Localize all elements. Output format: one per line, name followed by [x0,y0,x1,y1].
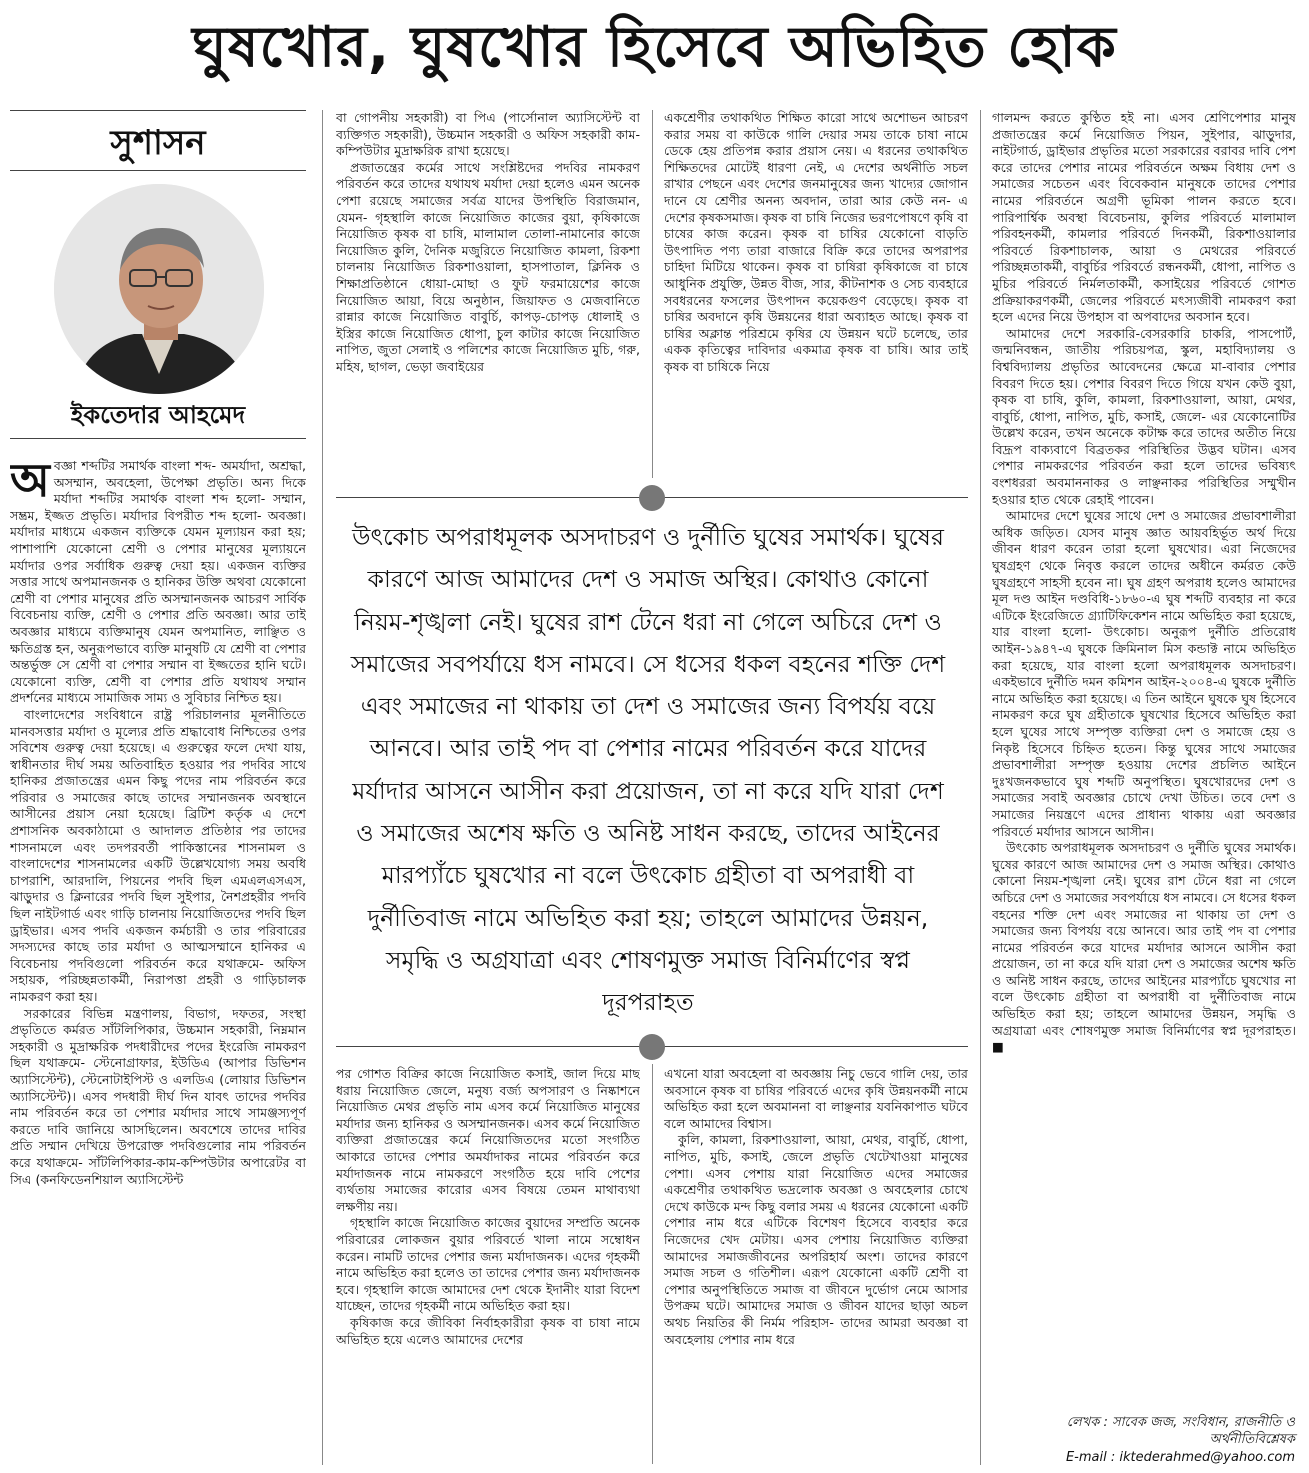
writer-email[interactable]: E-mail : iktederahmed@yahoo.com [1065,1450,1295,1465]
writer-credit: লেখক : সাবেক জজ, সংবিধান, রাজনীতি ও অর্থনীতিবিশ্লেষক [1066,1415,1295,1447]
pullquote: উৎকোচ অপরাধমূলক অসদাচরণ ও দুর্নীতি ঘুষের সমার্থক। ঘুষের কারণে আজ আমাদের দেশ ও সমাজ অস্থির। কোথাও কোনো নিয়ম-শৃঙ্খলা নেই। ঘুষের রাশ টেনে ধরা না গেলে অচিরে দেশ ও সমাজের সবপর্যায়ে ধস নামবে। সে ধসের ধকল বহনের শক্তি দেশ এবং সমাজের না থাকায় তা দেশ ও সমাজের জন্য বিপর্যয় বয়ে আনবে। আর তাই পদ বা পেশার নামের পরিবর্তন করে যাদের মর্যাদার আসনে আসীন করা প্রয়োজন, তা না করে যদি যারা দেশ ও সমাজের অশেষ ক্ষতি ও অনিষ্ট সাধন করছে, তাদের আইনের মারপ্যাঁচে ঘুষখোর না বলে উৎকোচ গ্রহীতা বা অপরাধী বা দুর্নীতিবাজ নামে অভিহিত করা হয়; তাহলে আমাদের উন্নয়ন, সমৃদ্ধি ও অগ্রযাত্রা এবং শোষণমুক্ত সমাজ বিনির্মাণের স্বপ্ন দূরপরাহত [350,523,946,1017]
author-portrait-icon [54,184,264,394]
column-2-bottom [336,1066,640,1466]
col3-bottom-paragraph-2: কুলি, কামলা, রিকশাওয়ালা, আয়া, মেথর, বাবুর্চি, ধোপা, নাপিত, মুচি, কসাই, জেলে প্রভৃতি খেটেখাওয়া মানুষের পেশা। এসব পেশায় যারা নিয়োজিত এদের সমাজের একশ্রেণীর তথাকথিত ভদ্রলোক অবজ্ঞা ও অবহেলার চোখে দেখে কাউকে মন্দ কিছু বলার সময় এ ধরনের যেকোনো একটি পেশার নাম ধরে এটিকে বিশেষণ হিসেবে ব্যবহার করে নিজেদের খেদ মেটায়। এসব পেশায় নিয়োজিত ব্যক্তিরা আমাদের সমাজজীবনের অপরিহার্য অংশ। তাদের কারণে সমাজ সচল ও গতিশীল। এরূপ যেকোনো একটি শ্রেণী বা পেশার অনুপস্থিতিতে সমাজ বা জীবনে দুর্ভোগ নেমে আসার উপক্রম ঘটে। আমাদের সমাজ ও জীবন যাদের ছাড়া অচল অথচ নিয়তির কী নির্মম পরিহাস- তাদের আমরা অবজ্ঞা বা অবহেলায় পেশার নাম ধরে [664,1132,968,1347]
column-4 [992,110,1296,1410]
col4-paragraph-2: আমাদের দেশে সরকারি-বেসরকারি চাকরি, পাসপোর্ট, জন্মনিবন্ধন, জাতীয় পরিচয়পত্র, স্কুল, মহাবিদ্যালয় ও বিশ্ববিদ্যালয় প্রভৃতির আবেদনের ক্ষেত্রে মা-বাবার পেশার বিবরণ দিতে হয়। পেশার বিবরণ দিতে গিয়ে যখন কেউ বুয়া, কৃষক বা চাষি, কুলি, কামলা, রিকশাওয়ালা, আয়া, মেথর, বাবুর্চি, ধোপা, নাপিত, মুচি, কসাই, জেলে- এর যেকোনোটির উল্লেখ করেন, তখন অনেকে কটাক্ষ করে তাদের অতীত নিয়ে বিদ্রূপ বাক্যবাণে বিব্রতকর পরিস্থিতির উদ্ভব ঘটান। এসব পেশার নামকরণের পরিবর্তন করা হলে তাদের ভবিষ্যৎ বংশধররা অবমাননাকর ও লাঞ্ছনাকর পরিস্থিতির সম্মুখীন হওয়ার হাত থেকে রেহাই পাবেন। [992,325,1296,507]
pullquote-bottom-dot [639,1034,665,1060]
column-divider-1 [322,110,323,1465]
author-name: ইকতেদার আহমেদ [70,401,246,429]
dropcap: অ [10,458,50,507]
section-bottom-rule [10,170,306,171]
column-divider-2-top [652,110,653,478]
col2-bottom-paragraph-2: গৃহস্থালি কাজে নিয়োজিত কাজের বুয়াদের সম্প্রতি অনেক পরিবারের লোকজন বুয়ার পরিবর্তে খালা নামে সম্বোধন করেন। নামটি তাদের পেশার জন্য মর্যাদাজনক। এদের গৃহকর্মী নামে অভিহিত করা হলেও তা তাদের পেশার জন্য মর্যাদাজনক হবে। গৃহস্থালি কাজে আমাদের দেশ থেকে ইদানীং যারা বিদেশ যাচ্ছেন, তাদের গৃহকর্মী নামে অভিহিত করা হয়। [336,1215,640,1314]
author-bottom-rule [10,438,306,439]
author-portrait [54,184,264,394]
col2-top-paragraph-1: বা গোপনীয় সহকারী) বা পিএ (পার্সোনাল অ্যাসিস্টেন্ট বা ব্যক্তিগত সহকারী), উচ্চমান সহকারী ও অফিস সহকারী কাম-কম্পিউটার মুদ্রাক্ষরিক রাখা হয়েছে। [336,110,640,159]
col3-top-paragraph-1: একশ্রেণীর তথাকথিত শিক্ষিত কারো সাথে অশোভন আচরণ করার সময় বা কাউকে গালি দেয়ার সময় তাকে চাষা নামে ডেকে হেয় প্রতিপন্ন করার প্রয়াস নেয়। এ ধরনের তথাকথিত শিক্ষিতদের মোটেই ধারণা নেই, এ দেশের অর্থনীতি সচল রাখার পেছনে এবং দেশের জনমানুষের জন্য খাদ্যের জোগান দানে যে শ্রেণীর অনন্য অবদান, তারা আর কেউ নন- এ দেশের কৃষকসমাজ। কৃষক বা চাষি নিজের ভরণপোষণে কৃষি বা চাষের কাজ করেন। কৃষক বা চাষির যেকোনো বাড়তি উৎপাদিত পণ্য তারা বাজারে বিক্রি করে তাদের অপরাপর চাহিদা মিটিয়ে থাকেন। কৃষক বা চাষিরা কৃষিকাজে বা চাষে আধুনিক প্রযুক্তি, উন্নত বীজ, সার, কীটনাশক ও সেচ ব্যবহারে সবধরনের ফসলের উৎপাদন কয়েকগুণ বেড়েছে। কৃষক বা চাষির অবদানে কৃষি উন্নয়নের ধারা অব্যাহত আছে। কৃষক বা চাষির অক্লান্ত পরিশ্রমে কৃষির যে উন্নয়ন ঘটে চলেছে, তার একক কৃতিত্বের দাবিদার একমাত্র কৃষক বা চাষি। আর তাই কৃষক বা চাষিকে নিয়ে [664,110,968,374]
column-3-bottom [664,1066,968,1466]
pullquote-top-dot [639,485,665,511]
column-divider-2-bottom [652,1064,653,1464]
column-2-top [336,110,640,478]
section-label: সুশাসন [110,123,206,163]
column-3-top [664,110,968,478]
col2-top-paragraph-2: প্রজাতন্ত্রের কর্মের সাথে সংশ্লিষ্টদের পদবির নামকরণ পরিবর্তন করে তাদের যথাযথ মর্যাদা দেয়া হলেও এমন অনেক পেশা রয়েছে সমাজের সর্বত্র যাদের উপস্থিতি বিরাজমান, যেমন- গৃহস্থালি কাজে নিয়োজিত কাজের বুয়া, কৃষিকাজে নিয়োজিত কৃষক বা চাষি, মালামাল তোলা-নামানোর কাজে নিয়োজিত কুলি, দৈনিক মজুরিতে নিয়োজিত কামলা, রিকশা চালনায় নিয়োজিত রিকশাওয়ালা, হাসপাতাল, ক্লিনিক ও শিক্ষাপ্রতিষ্ঠানে ধোয়া-মোছা ও ফুট ফরমায়েশের কাজে নিয়োজিত আয়া, বিয়ে অনুষ্ঠান, জিয়াফত ও মেজবানিতে রান্নার কাজে নিয়োজিত বাবুর্চি, কাপড়-চোপড় ধোলাই ও ইস্ত্রির কাজে নিয়োজিত ধোপা, চুল কাটার কাজে নিয়োজিত নাপিত, জুতা সেলাই ও পলিশের কাজে নিয়োজিত মুচি, গরু, মহিষ, ছাগল, ভেড়া জবাইয়ের [336,159,640,374]
col2-bottom-paragraph-3: কৃষিকাজ করে জীবিকা নির্বাহকারীরা কৃষক বা চাষা নামে অভিহিত হয়ে এলেও আমাদের দেশের [336,1314,640,1347]
col2-bottom-paragraph-1: পর গোশত বিক্রির কাজে নিয়োজিত কসাই, জাল দিয়ে মাছ ধরায় নিয়োজিত জেলে, মনুষ্য বর্জ্য অপসারণ ও নিষ্কাশনে নিয়োজিত মেথর প্রভৃতি নাম এসব কর্মে নিয়োজিত মানুষের মর্যাদার জন্য হানিকর ও অসম্মানজনক। এসব কর্মে নিয়োজিত ব্যক্তিরা প্রজাতন্ত্রের কর্মে নিয়োজিতদের মতো সংগঠিত আকারে তাদের পেশার অমর্যাদাকর নামের পরিবর্তন করে মর্যাদাজনক নামে নামকরণে সংগঠিত হয়ে দাবি পেশের ব্যর্থতায় সমাজের কারোর এসব বিষয়ে তেমন মাথাব্যথা লক্ষণীয় নয়। [336,1066,640,1214]
col1-paragraph-1: অবজ্ঞা শব্দটির সমার্থক বাংলা শব্দ- অমর্যাদা, অশ্রদ্ধা, অসম্মান, অবহেলা, উপেক্ষা প্রভৃতি। অন্য দিকে মর্যাদা শব্দটির সমার্থক বাংলা শব্দ হলো- সম্মান, সম্ভ্রম, ইজ্জত প্রভৃতি। মর্যাদার বিপরীত শব্দ হলো- অবজ্ঞা। মর্যাদার মাধ্যমে একজন ব্যক্তিকে যেমন মূল্যায়ন করা হয়; পাশাপাশি যেকোনো শ্রেণী ও পেশার মানুষের মূল্যায়নে মর্যাদার ওপর সর্বাধিক গুরুত্ব দেয়া হয়। একজন ব্যক্তির সত্তার সাথে অপমানজনক ও হানিকর উক্তি অথবা যেকোনো শ্রেণী বা পেশার মানুষের প্রতি অসম্মানজনক আচরণ সার্বিক বিবেচনায় ব্যক্তি, শ্রেণী ও পেশার প্রতি অবজ্ঞা। আর তাই অবজ্ঞার মাধ্যমে ব্যক্তিমানুষ যেমন অপমানিত, লাঞ্ছিত ও ক্ষতিগ্রস্ত হন, অনুরূপভাবে ব্যক্তি মানুষটি যে শ্রেণী বা পেশার অন্তর্ভুক্ত সে শ্রেণী বা পেশার সম্মান বা ইজ্জতের হানি ঘটে। যেকোনো ব্যক্তি, শ্রেণী বা পেশার প্রতি যথাযথ সম্মান প্রদর্শনের মাধ্যমে সামাজিক সাম্য ও সুবিচার নিশ্চিত হয়। [10,458,306,706]
col4-paragraph-4: উৎকোচ অপরাধমূলক অসদাচরণ ও দুর্নীতি ঘুষের সমার্থক। ঘুষের কারণে আজ আমাদের দেশ ও সমাজ অস্থির। কোথাও কোনো নিয়ম-শৃঙ্খলা নেই। ঘুষের রাশ টেনে ধরা না গেলে অচিরে দেশ ও সমাজের সবপর্যায়ে ধস নামবে। সে ধসের ধকল বহনের শক্তি দেশ এবং সমাজের না থাকায় তা দেশ ও সমাজের জন্য বিপর্যয় বয়ে আনবে। আর তাই পদ বা পেশার নামের পরিবর্তন করে যাদের মর্যাদার আসনে আসীন করা প্রয়োজন, তা না করে যদি যারা দেশ ও সমাজের অশেষ ক্ষতি ও অনিষ্ট সাধন করছে, তাদের আইনের মারপ্যাঁচে ঘুষখোর না বলে উৎকোচ গ্রহীতা বা অপরাধী বা দুর্নীতিবাজ নামে অভিহিত করা হয়; তাহলে আমাদের উন্নয়ন, সমৃদ্ধি ও অগ্রযাত্রা এবং শোষণমুক্ত সমাজ বিনির্মাণের স্বপ্ন দূরপরাহত। ■ [992,840,1296,1055]
headline: ঘুষখোর, ঘুষখোর হিসেবে অভিহিত হোক [192,15,1117,80]
section-top-rule [10,110,306,111]
col4-paragraph-3: আমাদের দেশে ঘুষের সাথে দেশ ও সমাজের প্রভাবশালীরা অধিক জড়িত। যেসব মানুষ জ্ঞাত আয়বহির্ভূত অর্থ দিয়ে জীবন ধারণ করেন তারা হলো ঘুষখোর। এরা নিজেদের ঘুষগ্রহণ থেকে নিবৃত্ত করলে তাদের অধীনে কর্মরত কেউ ঘুষগ্রহণে সাহসী হবেন না। ঘুষ গ্রহণ অপরাধ হলেও আমাদের মূল দণ্ড আইন দণ্ডবিধি-১৮৬০-এ ঘুষ শব্দটি ব্যবহার না করে এটিকে ইংরেজিতে গ্র্যাটিফিকেশন নামে অভিহিত করা হয়েছে, যার বাংলা হলো- উৎকোচ। অনুরূপ দুর্নীতি প্রতিরোধ আইন-১৯৪৭-এ ঘুষকে ক্রিমিনাল মিস কন্ডাক্ট নামে অভিহিত করা হয়েছে, যার বাংলা হলো অপরাধমূলক অসদাচরণ। একইভাবে দুর্নীতি দমন কমিশন আইন-২০০৪-এ ঘুষকে দুর্নীতি নামে অভিহিত করা হয়েছে। এ তিন আইনে ঘুষকে ঘুষ হিসেবে নামকরণ করে ঘুষ গ্রহীতাকে ঘুষখোর হিসেবে অভিহিত করা হলে ঘুষের সাথে সম্পৃক্ত ব্যক্তিরা দেশ ও সমাজে হেয় ও নিকৃষ্ট হিসেবে চিহ্নিত হতেন। কিন্তু ঘুষের সাথে সমাজের প্রভাবশালীরা সম্পৃক্ত হওয়ায় দেশের প্রচলিত আইনে দুঃখজনকভাবে ঘুষ শব্দটি অনুপস্থিত। ঘুষখোরদের দেশ ও সমাজের সবাই অবজ্ঞার চোখে দেখা উচিত। তবে দেশ ও সমাজের নিয়ন্ত্রণে এদের প্রাধান্য থাকায় এরা অবজ্ঞার পরিবর্তে মর্যাদার আসনে আসীন। [992,508,1296,839]
col4-paragraph-1: গালমন্দ করতে কুণ্ঠিত হই না। এসব শ্রেণিপেশার মানুষ প্রজাতন্ত্রের কর্মে নিয়োজিত পিয়ন, সুইপার, ঝাড়ুদার, নাইটগার্ড, ড্রাইভার প্রভৃতির মতো সরকারের বরাবর দাবি পেশ করে তাদের পেশার নামের পরিবর্তনে অক্ষম বিধায় দেশ ও সমাজের সচেতন এবং বিবেকবান মানুষকে তাদের পেশার নামের পরিবর্তনে অগ্রণী ভূমিকা পালন করতে হবে। পারিপার্শ্বিক অবস্থা বিবেচনায়, কুলির পরিবর্তে মালামাল পরিবহনকর্মী, কামলার পরিবর্তে দিনকর্মী, রিকশাওয়ালার পরিবর্তে রিকশাচালক, আয়া ও মেথরের পরিবর্তে পরিচ্ছন্নতাকর্মী, বাবুর্চির পরিবর্তে রন্ধনকর্মী, ধোপা, নাপিত ও মুচির পরিবর্তে নির্মলতাকর্মী, কসাইয়ের পরিবর্তে গোশত প্রক্রিয়াকরণকর্মী, জেলের পরিবর্তে মৎস্যজীবী নামকরণ করা হলে এদের নিয়ে উপহাস বা অপবাদের অবসান হবে। [992,110,1296,325]
column-divider-3 [980,110,981,1465]
col3-bottom-paragraph-1: এখনো যারা অবহেলা বা অবজ্ঞায় নিচু ভেবে গালি দেয়, তার অবসানে কৃষক বা চাষির পরিবর্তে এদের কৃষি উন্নয়নকর্মী নামে অভিহিত করা হলে অবমাননা বা লাঞ্ছনার যবনিকাপাত ঘটবে বলে আমাদের বিশ্বাস। [664,1066,968,1131]
column-1 [10,458,306,1466]
col1-paragraph-3: সরকারের বিভিন্ন মন্ত্রণালয়, বিভাগ, দফতর, সংস্থা প্রভৃতিতে কর্মরত সাঁটলিপিকার, উচ্চমান সহকারী, নিম্নমান সহকারী ও মুদ্রাক্ষরিক পদধারীদের পদের ইংরেজি নামকরণ ছিল যথাক্রমে- স্টেনোগ্রাফার, ইউডিএ (আপার ডিভিশন অ্যাসিস্টেন্ট), স্টেনোটাইপিস্ট ও এলডিএ (লোয়ার ডিভিশন অ্যাসিস্টেন্ট)। এসব পদধারী দীর্ঘ দিন যাবৎ তাদের পদবির নাম পরিবর্তন করে তা পেশার মর্যাদার সাথে সামঞ্জস্যপূর্ণ করতে দাবি জানিয়ে আসছিলেন। অবশেষে তাদের দাবির প্রতি সম্মান দেখিয়ে উপরোক্ত পদবিগুলোর নাম পরিবর্তন করে যথাক্রমে- সাঁটলিপিকার-কাম-কম্পিউটার অপারেটর বা সিএ (কনফিডেনশিয়াল অ্যাসিস্টেন্ট [10,1005,306,1187]
col1-paragraph-2: বাংলাদেশের সংবিধানে রাষ্ট্র পরিচালনার মূলনীতিতে মানবসত্তার মর্যাদা ও মূল্যের প্রতি শ্রদ্ধাবোধ নিশ্চিতের ওপর সবিশেষ গুরুত্ব দেয়া হয়েছে। এ গুরুত্বের ফলে দেখা যায়, স্বাধীনতার দীর্ঘ সময় অতিবাহিত হওয়ার পর পদবির সাথে হানিকর প্রজাতন্ত্রের এমন কিছু পদের নাম পরিবর্তন করে পরিবার ও সমাজের কাছে তাদের সম্মানজনক অবস্থানে আসীনের প্রয়াস নেয়া হয়েছে। ব্রিটিশ কর্তৃক এ দেশে প্রশাসনিক অবকাঠামো ও আদালত প্রতিষ্ঠার পর তাদের শাসনামলে এবং তদপরবর্তী পাকিস্তানের শাসনামল ও বাংলাদেশের শাসনামলের একটি উল্লেখযোগ্য সময় অবধি চাপরাশি, আরদালি, পিয়নের পদবি ছিল এমএলএসএস, ঝাড়ুদার ও ক্লিনারের পদবি ছিল সুইপার, নৈশপ্রহরীর পদবি ছিল নাইটগার্ড এবং গাড়ি চালনায় নিয়োজিতদের পদবি ছিল ড্রাইভার। এসব পদবি একজন কর্মচারী ও তার পরিবারের সদস্যদের কাছে তার মর্যাদা ও আত্মসম্মানে হানিকর এ বিবেচনায় পদবিগুলো পরিবর্তন করে যথাক্রমে- অফিস সহায়ক, পরিচ্ছন্নতাকর্মী, নিরাপত্তা প্রহরী ও গাড়িচালক নামকরণ করা হয়। [10,706,306,1004]
